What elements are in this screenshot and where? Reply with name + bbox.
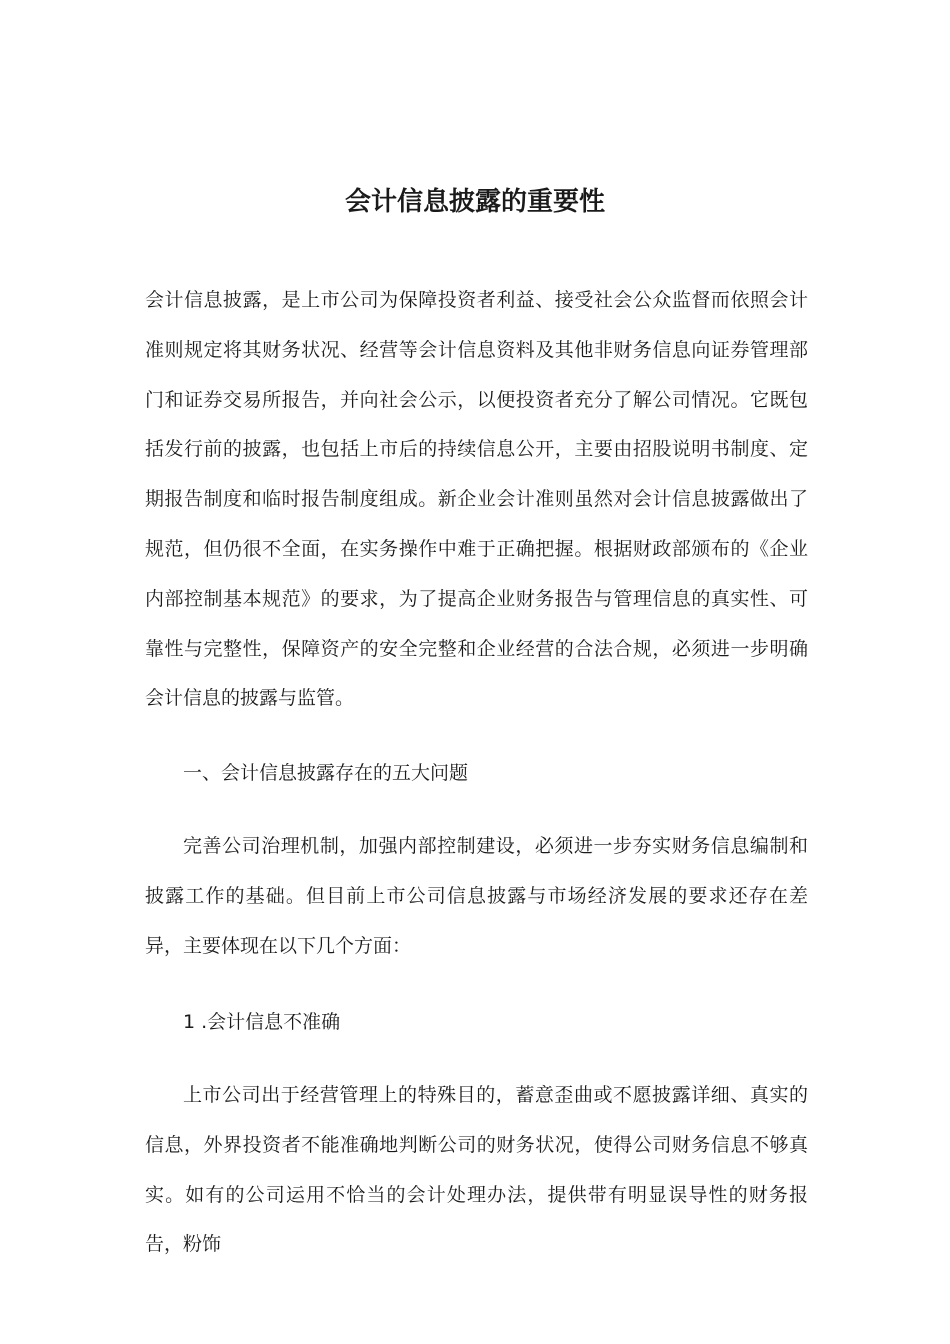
section-paragraph: 完善公司治理机制，加强内部控制建设，必须进一步夯实财务信息编制和披露工作的基础。但目前上市公司信息披露与市场经济发展的要求还存在差异，主要体现在以下几个方面： bbox=[145, 835, 808, 957]
item-heading: 1 .会计信息不准确 bbox=[183, 1011, 341, 1033]
intro-paragraph: 会计信息披露，是上市公司为保障投资者利益、接受社会公众监督而依照会计准则规定将其财务状况、经营等会计信息资料及其他非财务信息向证券管理部门和证券交易所报告，并向社会公示，以便投资者充分了解公司情况。它既包括发行前的披露，也包括上市后的持续信息公开，主要由招股说明书制度、定期报告制度和临时报告制度组成。新企业会计准则虽然对会计信息披露做出了规范，但仍很不全面，在实务操作中难于正确把握。根据财政部颁布的《企业内部控制基本规范》的要求，为了提高企业财务报告与管理信息的真实性、可靠性与完整性，保障资产的安全完整和企业经营的合法合规，必须进一步明确会计信息的披露与监管。 bbox=[145, 289, 808, 710]
section-heading: 一、会计信息披露存在的五大问题 bbox=[183, 762, 469, 784]
document-title: 会计信息披露的重要性 bbox=[344, 187, 605, 217]
item-paragraph: 上市公司出于经营管理上的特殊目的，蓄意歪曲或不愿披露详细、真实的信息，外界投资者不能准确地判断公司的财务状况，使得公司财务信息不够真实。如有的公司运用不恰当的会计处理办法，提供带有明显误导性的财务报告，粉饰 bbox=[145, 1084, 808, 1256]
